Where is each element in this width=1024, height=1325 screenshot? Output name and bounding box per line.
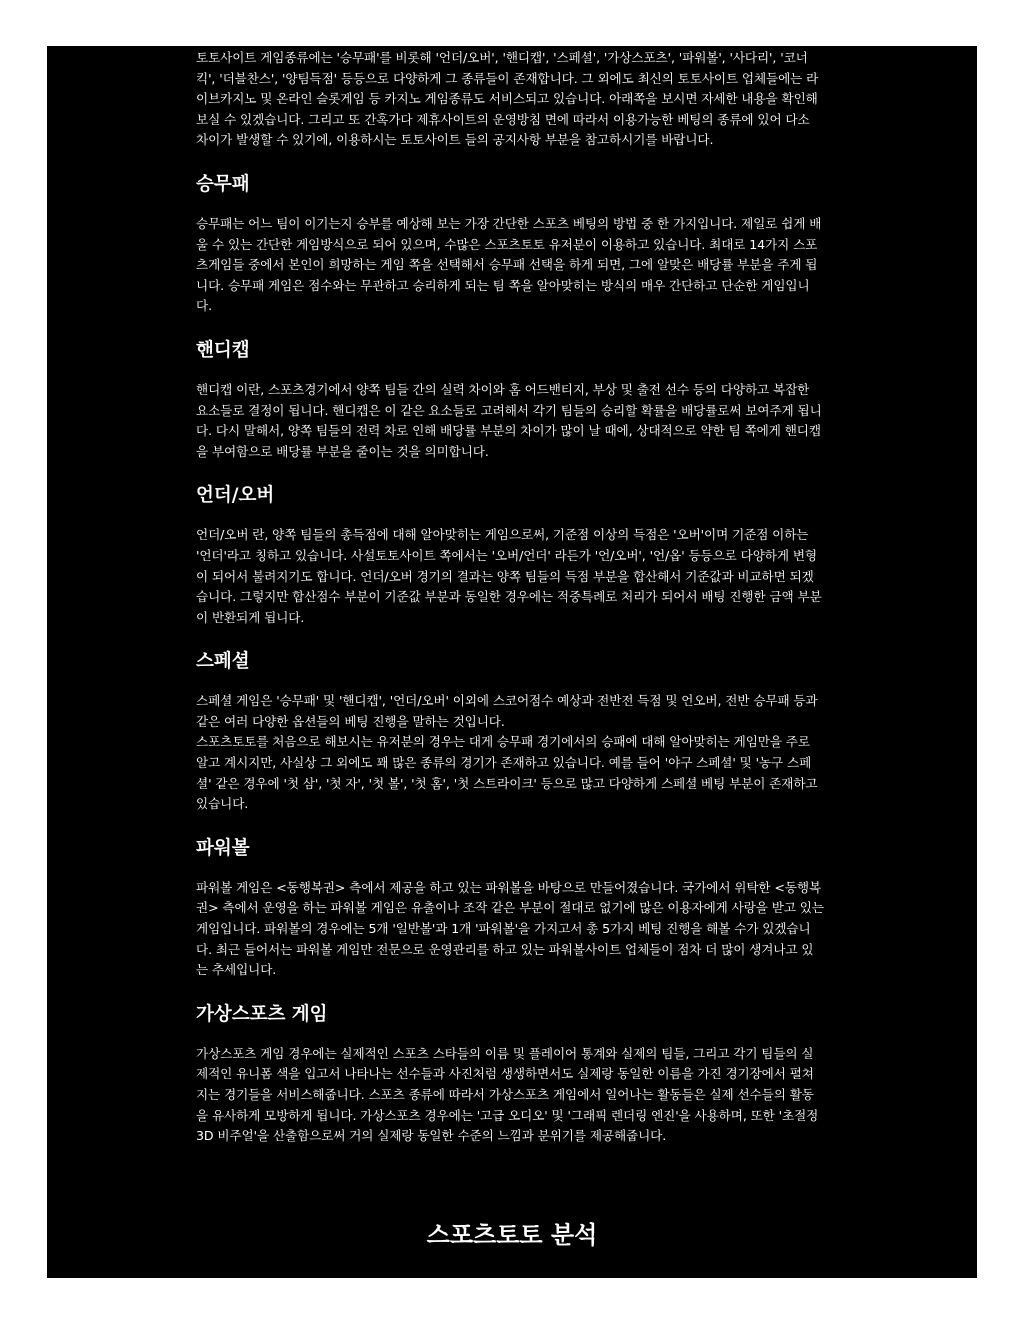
- section-paragraph: 승무패는 어느 팀이 이기는지 승부를 예상해 보는 가장 간단한 스포츠 베팅의 방법 중 한 가지입니다. 제일로 쉽게 배울 수 있는 간단한 게임방식으로 되어 있으며, 수많은 스포츠토토 유저분이 이용하고 있습니다. 최대로 14가지 스포츠게임들 중에서 본인이 희망하는 게임 쪽을 선택해서 승무패 선택을 하게 되면, 그에 알맞은 배당률 부분을 주게 됩니다. 승무패 게임은 점수와는 무관하고 승리하게 되는 팀 쪽을 알아맞히는 방식의 매우 간단하고 단순한 게임입니다.: [196, 215, 822, 314]
- section-paragraph: 핸디캡 이란, 스포츠경기에서 양쪽 팀들 간의 실력 차이와 홈 어드밴티지, 부상 및 출전 선수 등의 다양하고 복잡한 요소들로 결정이 됩니다. 핸디캡은 이 같은 요소들로 고려해서 각기 팀들의 승리할 확률을 배당률로써 보여주게 됩니다. 다시 말해서, 양쪽 팀들의 전력 차로 인해 배당률 부분의 차이가 많이 날 때에, 상대적으로 약한 팀 쪽에게 핸디캡을 부여함으로 배당률 부분을 줄이는 것을 의미합니다.: [196, 381, 822, 459]
- section-paragraph: 가상스포츠 게임 경우에는 실제적인 스포츠 스타들의 이름 및 플레이어 통계와 실제의 팀들, 그리고 각기 팀들의 실제적인 유니폼 색을 입고서 나타나는 선수들과 사진처럼 생생하면서도 실제랑 동일한 이름을 가진 경기장에서 펼쳐지는 경기들을 서비스해줍니다. 스포츠 종류에 따라서 가상스포츠 게임에서 일어나는 활동들은 실제 선수들의 활동을 유사하게 모방하게 됩니다. 가상스포츠 경우에는 '고급 오디오' 및 '그래픽 렌더링 엔진'을 사용하며, 또한 '초절정 3D 비주얼'을 산출함으로써 거의 실제랑 동일한 수준의 느낌과 분위기를 제공해줍니다.: [196, 1045, 819, 1144]
- article-body: [196, 46, 824, 1147]
- section-paragraph: 파워볼 게임은 <동행복권> 측에서 제공을 하고 있는 파워볼을 바탕으로 만들어졌습니다. 국가에서 위탁한 <동행복권> 측에서 운영을 하는 파워볼 게임은 유출이나 조작 같은 부분이 절대로 없기에 많은 이용자에게 사랑을 받고 있는 게임입니다. 파워볼의 경우에는 5개 '일반볼'과 1개 '파워볼'을 가지고서 총 5가지 베팅 진행을 해볼 수가 있겠습니다. 최근 들어서는 파워볼 게임만 전문으로 운영관리를 하고 있는 파워볼사이트 업체들이 점차 더 많이 생겨나고 있는 추세입니다.: [196, 879, 824, 978]
- section-paragraph: 스포츠토토를 처음으로 해보시는 유저분의 경우는 대게 승무패 경기에서의 승패에 대해 알아맞히는 게임만을 주로 알고 계시지만, 사실상 그 외에도 꽤 많은 종류의 경기가 존재하고 있습니다. 예를 들어 '야구 스페셜' 및 '농구 스페셜' 같은 경우에 '첫 삼', '첫 자', '첫 볼', '첫 홈', '첫 스트라이크' 등으로 많고 다양하게 스페셜 베팅 부분이 존재하고 있습니다.: [196, 734, 818, 812]
- closing-title: 스포츠토토 분석: [426, 1221, 598, 1250]
- intro-paragraph: 토토사이트 게임종류에는 '승무패'를 비롯해 '언더/오버', '핸디캡', '스페셜', '가상스포츠', '파워볼', '사다리', '코너킥', '더블찬스', '양팀득점' 등등으로 다양하게 그 종류들이 존재합니다. 그 외에도 최신의 토토사이트 업체들에는 라이브카지노 및 온라인 슬롯게임 등 카지노 게임종류도 서비스되고 있습니다. 아래쪽을 보시면 자세한 내용을 확인해 보실 수 있겠습니다. 그리고 또 간혹가다 제휴사이트의 운영방침 면에 따라서 이용가능한 베팅의 종류에 있어 다소 차이가 발생할 수 있기에, 이용하시는 토토사이트 들의 공지사항 부분을 참고하시기를 바랍니다.: [196, 50, 819, 148]
- section-heading-virtual-sports: 가상스포츠 게임: [196, 1003, 328, 1025]
- section-heading-powerball: 파워볼: [196, 837, 250, 859]
- section-heading-handicap: 핸디캡: [196, 339, 250, 361]
- section-heading-win-draw-lose: 승무패: [196, 173, 250, 195]
- document-page: [47, 46, 977, 1278]
- section-paragraph: 언더/오버 란, 양쪽 팀들의 총득점에 대해 알아맞히는 게임으로써, 기준점 이상의 득점은 '오버'이며 기준점 이하는 '언더'라고 칭하고 있습니다. 사설토토사이트 쪽에서는 '오버/언더' 라든가 '언/오버', '언/옵' 등등으로 다양하게 변형이 되어서 불려지기도 합니다. 언더/오버 경기의 결과는 양쪽 팀들의 득점 부분을 합산해서 기준값과 비교하면 되겠습니다. 그렇지만 합산점수 부분이 기준값 부분과 동일한 경우에는 적중특례로 처리가 되어서 배팅 진행한 금액 부분이 반환되게 됩니다.: [196, 527, 822, 625]
- section-heading-under-over: 언더/오버: [196, 485, 275, 507]
- section-paragraph: 스페셜 게임은 '승무패' 및 '핸디캡', '언더/오버' 이외에 스코어점수 예상과 전반전 득점 및 언오버, 전반 승무패 등과 같은 여러 다양한 옵션들의 베팅 진행을 말하는 것입니다.: [196, 693, 818, 729]
- section-heading-special: 스페셜: [196, 651, 250, 673]
